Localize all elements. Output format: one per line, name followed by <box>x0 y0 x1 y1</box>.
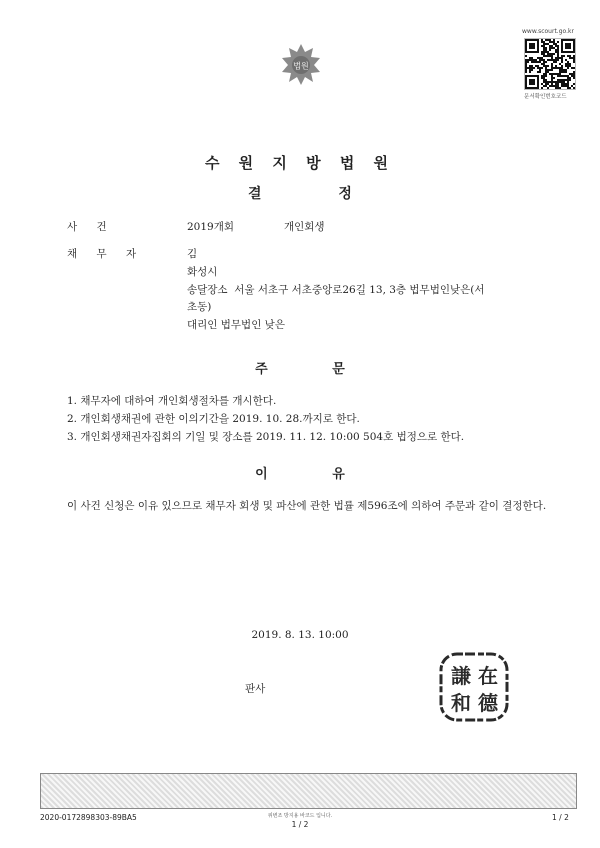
order-item: 1. 채무자에 대하여 개인회생절차를 개시한다. <box>67 395 277 407</box>
decision-date: 2019. 8. 13. 10:00 <box>251 629 349 641</box>
seal-char: 謙 <box>451 664 471 688</box>
service-address-cont: 초동) <box>187 301 212 313</box>
debtor-name: 김 <box>187 248 198 260</box>
qr-caption: 문서확인번호코드 <box>524 94 567 100</box>
emblem-label: 법원 <box>293 61 309 71</box>
page-number-center: 1 / 2 <box>291 820 309 829</box>
page-number-right: 1 / 2 <box>552 813 569 822</box>
qr-code-icon <box>524 38 576 90</box>
barcode-notice: 위변조 방지용 바코드 입니다. <box>267 813 333 819</box>
seal-char: 和 <box>451 691 471 715</box>
qr-site-url: www.scourt.go.kr <box>522 28 574 35</box>
court-name: 수 원 지 방 법 원 <box>204 154 396 172</box>
seal-char: 德 <box>478 691 498 715</box>
seal-char: 在 <box>478 664 498 688</box>
debtor-label: 채 무 자 <box>67 248 145 260</box>
service-address-line <box>187 282 485 297</box>
judge-label: 판사 <box>245 683 266 695</box>
case-label: 사 건 <box>67 221 115 233</box>
case-type: 개인회생 <box>284 221 325 233</box>
document-id: 2020-0172898303-89BA5 <box>40 813 137 822</box>
service-address: 서울 서초구 서초중앙로26길 13, 3층 법무법인낮은(서 <box>234 284 485 296</box>
case-number: 2019개회 <box>187 221 235 233</box>
court-emblem-icon <box>279 42 323 86</box>
agent: 대리인 법무법인 낮은 <box>187 319 285 331</box>
service-label: 송달장소 <box>187 284 228 296</box>
reason-heading: 이 유 <box>255 467 375 482</box>
anti-forgery-barcode <box>40 773 577 809</box>
order-heading: 주 문 <box>255 362 375 377</box>
order-item: 2. 개인회생채권에 관한 이의기간을 2019. 10. 28.까지로 한다. <box>67 413 360 425</box>
judge-seal-icon <box>437 650 511 724</box>
debtor-address: 화성시 <box>187 266 218 278</box>
reason-text: 이 사건 신청은 이유 있으므로 채무자 회생 및 파산에 관한 법률 제596조에 의하여 주문과 같이 결정한다. <box>67 500 547 512</box>
document-title: 결 정 <box>248 186 388 202</box>
order-item: 3. 개인회생채권자집회의 기일 및 장소를 2019. 11. 12. 10:00 504호 법정으로 한다. <box>67 431 465 443</box>
